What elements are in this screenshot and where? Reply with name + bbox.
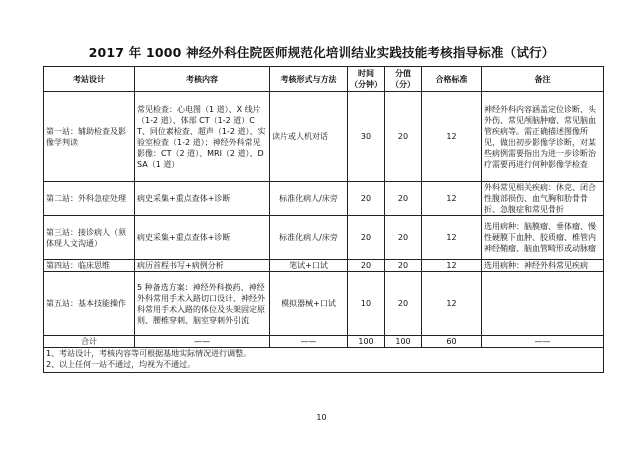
header-station: 考站设计 [44, 67, 135, 92]
time-cell: 10 [348, 272, 385, 336]
note-line: 1、考站设计，考核内容等可根据基地实际情况进行调整。 [46, 349, 252, 358]
table-row [44, 182, 604, 216]
content-cell: 5 种备选方案：神经外科换药、神经外科常用手术入路切口设计、神经外科常用手术入路的体位及头架固定原则、腰椎穿刺、脑室穿刺外引流 [135, 272, 270, 336]
station-cell: 第三站：接诊病人（须体现人文沟通） [44, 216, 135, 260]
page-number: 10 [316, 413, 327, 422]
time-cell: 20 [348, 260, 385, 272]
table-row [44, 216, 604, 260]
table-row [44, 92, 604, 182]
header-score-line1: 分值 [395, 69, 411, 78]
page-title: 2017 年 1000 神经外科住院医师规范化培训结业实践技能考核指导标准（试行） [88, 45, 555, 60]
pass-cell: 12 [422, 272, 482, 336]
table-header-row [44, 67, 604, 92]
notes-cell [44, 348, 604, 373]
total-score: 100 [385, 336, 422, 348]
content-cell: 病史采集+重点查体+诊断 [135, 182, 270, 216]
time-cell: 30 [348, 92, 385, 182]
score-cell: 20 [385, 260, 422, 272]
total-row [44, 336, 604, 348]
score-cell: 20 [385, 272, 422, 336]
header-remarks: 备注 [482, 67, 604, 92]
header-method: 考核形式与方法 [270, 67, 348, 92]
total-remarks: —— [482, 336, 604, 348]
score-cell: 20 [385, 92, 422, 182]
score-cell: 20 [385, 216, 422, 260]
notes-row [44, 348, 604, 373]
pass-cell: 12 [422, 260, 482, 272]
total-content: —— [135, 336, 270, 348]
content-cell: 病史采集+重点查体+诊断 [135, 216, 270, 260]
station-cell: 第二站：外科急症处理 [44, 182, 135, 216]
content-cell: 常见检查：心电图（1 道）、X 线片（1-2 道）、体部 CT（1-2 道）CT、同位素检查、超声（1-2 道）、实验室检查（1-2 道）；神经外科常见影像：CT（2 道）、MRI（2 道）、DSA（1 道） [135, 92, 270, 182]
header-score-line2: （分） [391, 80, 415, 89]
station-cell: 第五站：基本技能操作 [44, 272, 135, 336]
method-cell: 标准化病人/床旁 [270, 216, 348, 260]
time-cell: 20 [348, 182, 385, 216]
method-cell: 模拟器械+口试 [270, 272, 348, 336]
header-time [348, 67, 385, 92]
header-pass: 合格标准 [422, 67, 482, 92]
remarks-cell: 选用病种：脑膜瘤、垂体瘤、慢性硬膜下血肿、胶质瘤、椎管内神经鞘瘤、脑血管畸形或动脉瘤 [482, 216, 604, 260]
header-content: 考核内容 [135, 67, 270, 92]
pass-cell: 12 [422, 216, 482, 260]
score-cell: 20 [385, 182, 422, 216]
total-method: —— [270, 336, 348, 348]
total-time: 100 [348, 336, 385, 348]
table-row [44, 260, 604, 272]
remarks-cell: 选用病种：神经外科常见疾病 [482, 260, 604, 272]
header-time-line1: 时间 [358, 69, 374, 78]
method-cell: 标准化病人/床旁 [270, 182, 348, 216]
remarks-cell [482, 272, 604, 336]
assessment-table [43, 66, 604, 373]
total-label: 合计 [44, 336, 135, 348]
header-score [385, 67, 422, 92]
method-cell: 读片或人机对话 [270, 92, 348, 182]
table-row [44, 272, 604, 336]
remarks-cell: 神经外科内容涵盖定位诊断、头外伤、常见颅脑肿瘤、常见脑血管疾病等。需正确描述图像所见，做出初步影像学诊断，对某些病例需要指出为进一步诊断治疗需要再进行何种影像学检查 [482, 92, 604, 182]
pass-cell: 12 [422, 182, 482, 216]
pass-cell: 12 [422, 92, 482, 182]
content-cell: 病历首程书写+病例分析 [135, 260, 270, 272]
note-line: 2、以上任何一站不通过，均视为不通过。 [46, 360, 196, 369]
method-cell: 笔试+口试 [270, 260, 348, 272]
remarks-cell: 外科常见相关疾病：休克、闭合性腹部损伤、血气胸和肋骨骨折、急腹症和常见骨折 [482, 182, 604, 216]
header-time-line2: （分钟） [350, 80, 382, 89]
station-cell: 第四站：临床思维 [44, 260, 135, 272]
total-pass: 60 [422, 336, 482, 348]
time-cell: 20 [348, 216, 385, 260]
station-cell: 第一站：辅助检查及影像学判读 [44, 92, 135, 182]
